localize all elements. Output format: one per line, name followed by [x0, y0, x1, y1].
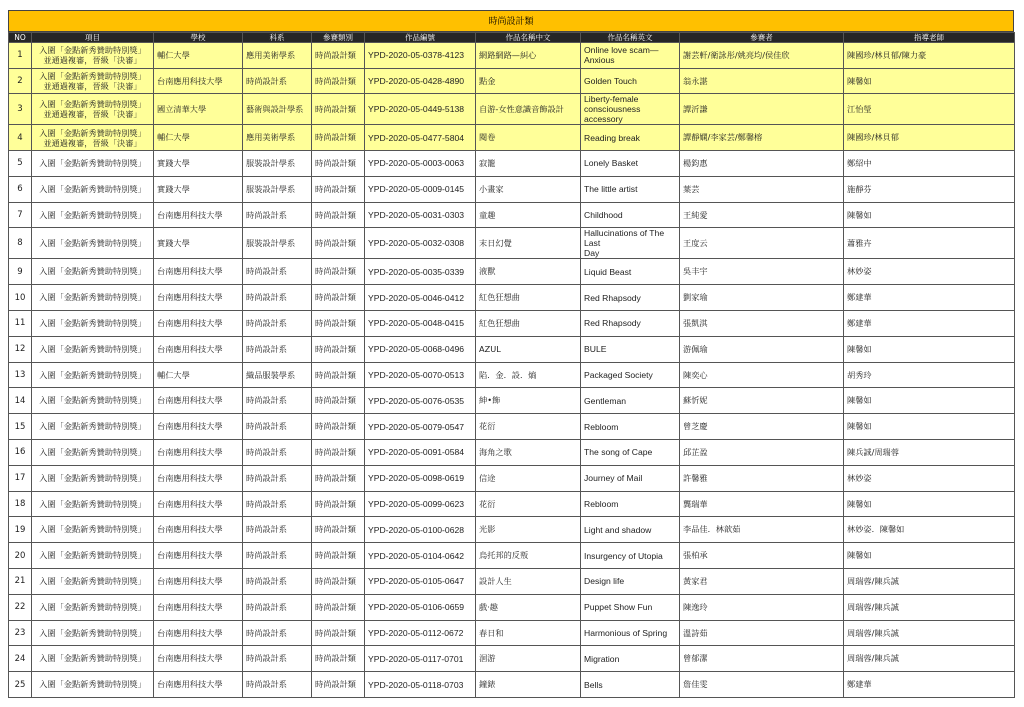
cell-no[interactable]: 6 [9, 176, 32, 202]
cell-name-en[interactable]: Liquid Beast [581, 259, 680, 285]
cell-item[interactable]: 入圍「金點新秀贊助特別獎」 [32, 543, 154, 569]
cell-advisor[interactable]: 胡秀玲 [844, 362, 1015, 388]
cell-name-en[interactable]: Liberty-female consciousness accessory [581, 94, 680, 125]
cell-code[interactable]: YPD-2020-05-0070-0513 [365, 362, 476, 388]
cell-school[interactable]: 台南應用科技大學 [154, 414, 243, 440]
cell-name-zh[interactable]: 花衍 [476, 414, 581, 440]
table-row [9, 125, 1015, 151]
cell-participants[interactable]: 黃家君 [680, 569, 844, 595]
cell-item[interactable]: 入圍「金點新秀贊助特別獎」 [32, 388, 154, 414]
cell-advisor[interactable]: 陳馨如 [844, 336, 1015, 362]
spreadsheet [8, 10, 1014, 698]
cell-no[interactable]: 22 [9, 594, 32, 620]
cell-name-zh[interactable]: 戲‧趣 [476, 594, 581, 620]
cell-advisor[interactable]: 林妙姿．陳馨如 [844, 517, 1015, 543]
cell-category[interactable]: 時尚設計類 [312, 465, 365, 491]
cell-dept[interactable]: 時尚設計系 [243, 543, 312, 569]
cell-item[interactable]: 入圍「金點新秀贊助特別獎」 [32, 228, 154, 259]
table-row [9, 362, 1015, 388]
cell-dept[interactable]: 時尚設計系 [243, 259, 312, 285]
cell-school[interactable]: 台南應用科技大學 [154, 465, 243, 491]
col-header-code[interactable]: 作品編號 [365, 33, 476, 43]
cell-advisor[interactable]: 施靜芬 [844, 176, 1015, 202]
cell-name-en[interactable]: Rebloom [581, 414, 680, 440]
cell-advisor[interactable]: 周瑞蓉/陳兵誠 [844, 646, 1015, 672]
cell-name-en[interactable]: Journey of Mail [581, 465, 680, 491]
table-row [9, 94, 1015, 125]
cell-participants[interactable]: 譚沂謙 [680, 94, 844, 125]
cell-item[interactable]: 入圍「金點新秀贊助特別獎」 [32, 517, 154, 543]
cell-name-zh[interactable]: 設計人生 [476, 569, 581, 595]
cell-name-en[interactable]: Puppet Show Fun [581, 594, 680, 620]
cell-item[interactable]: 入圍「金點新秀贊助特別獎」 [32, 672, 154, 698]
cell-advisor[interactable]: 陳馨如 [844, 543, 1015, 569]
cell-name-en[interactable]: Light and shadow [581, 517, 680, 543]
cell-category[interactable]: 時尚設計類 [312, 414, 365, 440]
table-row [9, 388, 1015, 414]
col-header-school[interactable]: 學校 [154, 33, 243, 43]
cell-item[interactable]: 入圍「金點新秀贊助特別獎」 [32, 285, 154, 311]
table-row [9, 594, 1015, 620]
table-row [9, 176, 1015, 202]
cell-dept[interactable]: 時尚設計系 [243, 620, 312, 646]
cell-advisor[interactable]: 陳馨如 [844, 414, 1015, 440]
cell-category[interactable]: 時尚設計類 [312, 594, 365, 620]
cell-school[interactable]: 台南應用科技大學 [154, 491, 243, 517]
cell-dept[interactable]: 時尚設計系 [243, 311, 312, 337]
cell-dept[interactable]: 時尚設計系 [243, 440, 312, 466]
cell-name-zh[interactable]: 花衍 [476, 491, 581, 517]
cell-no[interactable]: 4 [9, 125, 32, 151]
cell-category[interactable]: 時尚設計類 [312, 285, 365, 311]
cell-name-zh[interactable]: 網路網路—糾心 [476, 43, 581, 69]
cell-category[interactable]: 時尚設計類 [312, 362, 365, 388]
cell-name-zh[interactable]: 陷．金．設．熵 [476, 362, 581, 388]
cell-name-en[interactable]: Online love scam— Anxious [581, 43, 680, 69]
cell-no[interactable]: 17 [9, 465, 32, 491]
cell-category[interactable]: 時尚設計類 [312, 620, 365, 646]
cell-item[interactable]: 入圍「金點新秀贊助特別獎」 [32, 491, 154, 517]
cell-participants[interactable]: 吳丰宇 [680, 259, 844, 285]
cell-item[interactable]: 入圍「金點新秀贊助特別獎」 [32, 311, 154, 337]
cell-item[interactable]: 入圍「金點新秀贊助特別獎」 並通過複審，晉級「決審」 [32, 94, 154, 125]
cell-name-zh[interactable]: 點金 [476, 68, 581, 94]
col-header-item[interactable]: 項目 [32, 33, 154, 43]
table-row [9, 414, 1015, 440]
cell-item[interactable]: 入圍「金點新秀贊助特別獎」 [32, 362, 154, 388]
table-row [9, 569, 1015, 595]
cell-participants[interactable]: 龔瑞華 [680, 491, 844, 517]
cell-school[interactable]: 輔仁大學 [154, 43, 243, 69]
cell-code[interactable]: YPD-2020-05-0046-0412 [365, 285, 476, 311]
cell-dept[interactable]: 時尚設計系 [243, 646, 312, 672]
cell-dept[interactable]: 時尚設計系 [243, 202, 312, 228]
cell-category[interactable]: 時尚設計類 [312, 176, 365, 202]
cell-category[interactable]: 時尚設計類 [312, 151, 365, 177]
header-row [9, 33, 1015, 43]
cell-code[interactable]: YPD-2020-05-0100-0628 [365, 517, 476, 543]
col-header-category[interactable]: 參賽類別 [312, 33, 365, 43]
table-row [9, 285, 1015, 311]
cell-advisor[interactable]: 陳兵誠/周瑞蓉 [844, 440, 1015, 466]
cell-name-en[interactable]: Gentleman [581, 388, 680, 414]
cell-school[interactable]: 台南應用科技大學 [154, 517, 243, 543]
cell-advisor[interactable]: 陳國珍/林貝郁/陳力豪 [844, 43, 1015, 69]
cell-school[interactable]: 國立清華大學 [154, 94, 243, 125]
cell-code[interactable]: YPD-2020-05-0099-0623 [365, 491, 476, 517]
cell-participants[interactable]: 劉家瑜 [680, 285, 844, 311]
cell-name-zh[interactable]: 末日幻覺 [476, 228, 581, 259]
cell-dept[interactable]: 時尚設計系 [243, 465, 312, 491]
cell-school[interactable]: 實踐大學 [154, 228, 243, 259]
cell-participants[interactable]: 詹佳雯 [680, 672, 844, 698]
cell-school[interactable]: 實踐大學 [154, 176, 243, 202]
cell-name-zh[interactable]: 海角之歌 [476, 440, 581, 466]
cell-name-zh[interactable]: 洄游 [476, 646, 581, 672]
cell-no[interactable]: 5 [9, 151, 32, 177]
cell-name-en[interactable]: The little artist [581, 176, 680, 202]
cell-code[interactable]: YPD-2020-05-0477-5804 [365, 125, 476, 151]
cell-participants[interactable]: 楊鈞惠 [680, 151, 844, 177]
cell-school[interactable]: 輔仁大學 [154, 362, 243, 388]
table-row [9, 336, 1015, 362]
cell-name-en[interactable]: Harmonious of Spring [581, 620, 680, 646]
cell-dept[interactable]: 時尚設計系 [243, 68, 312, 94]
cell-dept[interactable]: 時尚設計系 [243, 569, 312, 595]
cell-no[interactable]: 1 [9, 43, 32, 69]
table-row [9, 202, 1015, 228]
cell-name-en[interactable]: Design life [581, 569, 680, 595]
cell-participants[interactable]: 王度云 [680, 228, 844, 259]
cell-dept[interactable]: 織品服裝學系 [243, 362, 312, 388]
cell-participants[interactable]: 譚靜嫻/李家芸/鄭馨榕 [680, 125, 844, 151]
cell-participants[interactable]: 李品佳．林歆茹 [680, 517, 844, 543]
col-header-name-en[interactable]: 作品名稱英文 [581, 33, 680, 43]
cell-category[interactable]: 時尚設計類 [312, 228, 365, 259]
cell-code[interactable]: YPD-2020-05-0428-4890 [365, 68, 476, 94]
cell-school[interactable]: 台南應用科技大學 [154, 594, 243, 620]
table-row [9, 43, 1015, 69]
cell-code[interactable]: YPD-2020-05-0032-0308 [365, 228, 476, 259]
cell-dept[interactable]: 服裝設計學系 [243, 228, 312, 259]
cell-name-en[interactable]: Migration [581, 646, 680, 672]
cell-participants[interactable]: 葉芸 [680, 176, 844, 202]
cell-dept[interactable]: 藝術與設計學系 [243, 94, 312, 125]
cell-advisor[interactable]: 周瑞蓉/陳兵誠 [844, 594, 1015, 620]
cell-advisor[interactable]: 鄭建華 [844, 672, 1015, 698]
cell-participants[interactable]: 游佩瑜 [680, 336, 844, 362]
cell-category[interactable]: 時尚設計類 [312, 259, 365, 285]
cell-no[interactable]: 18 [9, 491, 32, 517]
table-row [9, 465, 1015, 491]
cell-participants[interactable]: 許馨雅 [680, 465, 844, 491]
cell-dept[interactable]: 應用美術學系 [243, 43, 312, 69]
table-row [9, 311, 1015, 337]
cell-category[interactable]: 時尚設計類 [312, 388, 365, 414]
col-header-advisor[interactable]: 指導老師 [844, 33, 1015, 43]
cell-no[interactable]: 11 [9, 311, 32, 337]
cell-code[interactable]: YPD-2020-05-0105-0647 [365, 569, 476, 595]
cell-category[interactable]: 時尚設計類 [312, 311, 365, 337]
cell-name-zh[interactable]: 紅色狂想曲 [476, 285, 581, 311]
cell-category[interactable]: 時尚設計類 [312, 569, 365, 595]
cell-dept[interactable]: 時尚設計系 [243, 285, 312, 311]
col-header-no[interactable]: NO [9, 33, 32, 43]
cell-participants[interactable]: 謝芸軒/衛詠彤/姚亮均/侯佳欣 [680, 43, 844, 69]
cell-school[interactable]: 台南應用科技大學 [154, 388, 243, 414]
cell-advisor[interactable]: 林妙姿 [844, 465, 1015, 491]
cell-participants[interactable]: 翁永諶 [680, 68, 844, 94]
cell-school[interactable]: 台南應用科技大學 [154, 543, 243, 569]
cell-school[interactable]: 台南應用科技大學 [154, 336, 243, 362]
cell-advisor[interactable]: 周瑞蓉/陳兵誠 [844, 620, 1015, 646]
cell-code[interactable]: YPD-2020-05-0112-0672 [365, 620, 476, 646]
cell-dept[interactable]: 應用美術學系 [243, 125, 312, 151]
cell-code[interactable]: YPD-2020-05-0048-0415 [365, 311, 476, 337]
cell-name-zh[interactable]: 紳•飾 [476, 388, 581, 414]
cell-dept[interactable]: 時尚設計系 [243, 388, 312, 414]
cell-no[interactable]: 9 [9, 259, 32, 285]
cell-no[interactable]: 19 [9, 517, 32, 543]
cell-name-zh[interactable]: 鐘錶 [476, 672, 581, 698]
cell-dept[interactable]: 服裝設計學系 [243, 151, 312, 177]
cell-school[interactable]: 實踐大學 [154, 151, 243, 177]
cell-school[interactable]: 台南應用科技大學 [154, 620, 243, 646]
cell-name-zh[interactable]: 自游-女性意識音飾設計 [476, 94, 581, 125]
cell-advisor[interactable]: 周瑞蓉/陳兵誠 [844, 569, 1015, 595]
cell-participants[interactable]: 張柏承 [680, 543, 844, 569]
cell-name-en[interactable]: Reading break [581, 125, 680, 151]
cell-no[interactable]: 14 [9, 388, 32, 414]
cell-dept[interactable]: 服裝設計學系 [243, 176, 312, 202]
cell-item[interactable]: 入圍「金點新秀贊助特別獎」 並通過複審，晉級「決審」 [32, 68, 154, 94]
cell-dept[interactable]: 時尚設計系 [243, 672, 312, 698]
cell-name-en[interactable]: The song of Cape [581, 440, 680, 466]
table-row [9, 68, 1015, 94]
cell-advisor[interactable]: 陳馨如 [844, 202, 1015, 228]
cell-name-en[interactable]: Packaged Society [581, 362, 680, 388]
cell-name-zh[interactable]: 春日和 [476, 620, 581, 646]
cell-name-en[interactable]: Bells [581, 672, 680, 698]
cell-school[interactable]: 台南應用科技大學 [154, 440, 243, 466]
cell-name-en[interactable]: Hallucinations of The Last Day [581, 228, 680, 259]
cell-participants[interactable]: 蘇忻妮 [680, 388, 844, 414]
cell-school[interactable]: 台南應用科技大學 [154, 646, 243, 672]
table-row [9, 259, 1015, 285]
cell-advisor[interactable]: 江怡瑩 [844, 94, 1015, 125]
cell-category[interactable]: 時尚設計類 [312, 672, 365, 698]
cell-code[interactable]: YPD-2020-05-0009-0145 [365, 176, 476, 202]
cell-participants[interactable]: 曾芝慶 [680, 414, 844, 440]
cell-code[interactable]: YPD-2020-05-0079-0547 [365, 414, 476, 440]
cell-item[interactable]: 入圍「金點新秀贊助特別獎」 [32, 176, 154, 202]
cell-participants[interactable]: 溫詩茹 [680, 620, 844, 646]
cell-item[interactable]: 入圍「金點新秀贊助特別獎」 [32, 620, 154, 646]
cell-item[interactable]: 入圍「金點新秀贊助特別獎」 [32, 259, 154, 285]
cell-school[interactable]: 台南應用科技大學 [154, 68, 243, 94]
table-row [9, 672, 1015, 698]
cell-participants[interactable]: 曾郁潔 [680, 646, 844, 672]
table-body [9, 43, 1015, 698]
cell-name-zh[interactable]: 液獸 [476, 259, 581, 285]
cell-no[interactable]: 10 [9, 285, 32, 311]
cell-code[interactable]: YPD-2020-05-0104-0642 [365, 543, 476, 569]
cell-name-zh[interactable]: 紅色狂想曲 [476, 311, 581, 337]
table-row [9, 491, 1015, 517]
table-row [9, 151, 1015, 177]
table-row [9, 646, 1015, 672]
cell-no[interactable]: 24 [9, 646, 32, 672]
cell-school[interactable]: 台南應用科技大學 [154, 569, 243, 595]
cell-name-zh[interactable]: 烏托邦的反叛 [476, 543, 581, 569]
cell-advisor[interactable]: 陳國珍/林貝郁 [844, 125, 1015, 151]
cell-category[interactable]: 時尚設計類 [312, 43, 365, 69]
cell-no[interactable]: 12 [9, 336, 32, 362]
cell-name-zh[interactable]: 信途 [476, 465, 581, 491]
cell-no[interactable]: 13 [9, 362, 32, 388]
cell-name-en[interactable]: Red Rhapsody [581, 285, 680, 311]
cell-advisor[interactable]: 鄭建華 [844, 285, 1015, 311]
cell-name-zh[interactable]: 童趣 [476, 202, 581, 228]
table-row [9, 543, 1015, 569]
cell-code[interactable]: YPD-2020-05-0117-0701 [365, 646, 476, 672]
cell-name-zh[interactable]: 寂籠 [476, 151, 581, 177]
cell-no[interactable]: 16 [9, 440, 32, 466]
cell-dept[interactable]: 時尚設計系 [243, 414, 312, 440]
cell-category[interactable]: 時尚設計類 [312, 517, 365, 543]
cell-no[interactable]: 25 [9, 672, 32, 698]
cell-code[interactable]: YPD-2020-05-0449-5138 [365, 94, 476, 125]
table-row [9, 228, 1015, 259]
cell-name-en[interactable]: Golden Touch [581, 68, 680, 94]
cell-advisor[interactable]: 蕭雅卉 [844, 228, 1015, 259]
cell-item[interactable]: 入圍「金點新秀贊助特別獎」 [32, 414, 154, 440]
cell-advisor[interactable]: 陳馨如 [844, 491, 1015, 517]
cell-school[interactable]: 台南應用科技大學 [154, 672, 243, 698]
table-row [9, 517, 1015, 543]
col-header-dept[interactable]: 科系 [243, 33, 312, 43]
cell-code[interactable]: YPD-2020-05-0106-0659 [365, 594, 476, 620]
cell-school[interactable]: 台南應用科技大學 [154, 285, 243, 311]
cell-no[interactable]: 8 [9, 228, 32, 259]
cell-name-en[interactable]: Childhood [581, 202, 680, 228]
cell-item[interactable]: 入圍「金點新秀贊助特別獎」 並通過複審，晉級「決審」 [32, 43, 154, 69]
cell-participants[interactable]: 張凱淇 [680, 311, 844, 337]
cell-code[interactable]: YPD-2020-05-0091-0584 [365, 440, 476, 466]
cell-school[interactable]: 台南應用科技大學 [154, 311, 243, 337]
cell-category[interactable]: 時尚設計類 [312, 646, 365, 672]
cell-school[interactable]: 台南應用科技大學 [154, 259, 243, 285]
cell-school[interactable]: 輔仁大學 [154, 125, 243, 151]
cell-dept[interactable]: 時尚設計系 [243, 517, 312, 543]
cell-advisor[interactable]: 林妙姿 [844, 259, 1015, 285]
cell-code[interactable]: YPD-2020-05-0076-0535 [365, 388, 476, 414]
col-header-participants[interactable]: 參賽者 [680, 33, 844, 43]
cell-participants[interactable]: 邱芷盈 [680, 440, 844, 466]
cell-name-en[interactable]: Rebloom [581, 491, 680, 517]
cell-advisor[interactable]: 鄭建華 [844, 311, 1015, 337]
cell-category[interactable]: 時尚設計類 [312, 336, 365, 362]
table-row [9, 620, 1015, 646]
cell-name-en[interactable]: Lonely Basket [581, 151, 680, 177]
cell-dept[interactable]: 時尚設計系 [243, 491, 312, 517]
table-row [9, 440, 1015, 466]
cell-school[interactable]: 台南應用科技大學 [154, 202, 243, 228]
cell-no[interactable]: 3 [9, 94, 32, 125]
cell-dept[interactable]: 時尚設計系 [243, 336, 312, 362]
cell-advisor[interactable]: 鄭紹中 [844, 151, 1015, 177]
cell-item[interactable]: 入圍「金點新秀贊助特別獎」 [32, 151, 154, 177]
cell-category[interactable]: 時尚設計類 [312, 440, 365, 466]
cell-no[interactable]: 23 [9, 620, 32, 646]
cell-category[interactable]: 時尚設計類 [312, 125, 365, 151]
cell-code[interactable]: YPD-2020-05-0068-0496 [365, 336, 476, 362]
cell-dept[interactable]: 時尚設計系 [243, 594, 312, 620]
cell-item[interactable]: 入圍「金點新秀贊助特別獎」 [32, 440, 154, 466]
cell-name-zh[interactable]: AZUL [476, 336, 581, 362]
cell-category[interactable]: 時尚設計類 [312, 68, 365, 94]
cell-participants[interactable]: 王純愛 [680, 202, 844, 228]
cell-code[interactable]: YPD-2020-05-0031-0303 [365, 202, 476, 228]
cell-code[interactable]: YPD-2020-05-0118-0703 [365, 672, 476, 698]
cell-item[interactable]: 入圍「金點新秀贊助特別獎」 [32, 465, 154, 491]
cell-code[interactable]: YPD-2020-05-0098-0619 [365, 465, 476, 491]
cell-item[interactable]: 入圍「金點新秀贊助特別獎」 [32, 594, 154, 620]
cell-category[interactable]: 時尚設計類 [312, 491, 365, 517]
cell-item[interactable]: 入圍「金點新秀贊助特別獎」 並通過複審，晉級「決審」 [32, 125, 154, 151]
sheet-title[interactable]: 時尚設計類 [8, 10, 1014, 32]
cell-item[interactable]: 入圍「金點新秀贊助特別獎」 [32, 202, 154, 228]
cell-participants[interactable]: 陳逸玲 [680, 594, 844, 620]
cell-no[interactable]: 20 [9, 543, 32, 569]
cell-participants[interactable]: 陳奕心 [680, 362, 844, 388]
cell-category[interactable]: 時尚設計類 [312, 94, 365, 125]
cell-code[interactable]: YPD-2020-05-0035-0339 [365, 259, 476, 285]
cell-category[interactable]: 時尚設計類 [312, 543, 365, 569]
cell-category[interactable]: 時尚設計類 [312, 202, 365, 228]
cell-no[interactable]: 2 [9, 68, 32, 94]
cell-no[interactable]: 7 [9, 202, 32, 228]
cell-no[interactable]: 15 [9, 414, 32, 440]
awards-table [8, 32, 1015, 698]
cell-item[interactable]: 入圍「金點新秀贊助特別獎」 [32, 569, 154, 595]
cell-item[interactable]: 入圍「金點新秀贊助特別獎」 [32, 646, 154, 672]
cell-name-en[interactable]: Insurgency of Utopia [581, 543, 680, 569]
cell-item[interactable]: 入圍「金點新秀贊助特別獎」 [32, 336, 154, 362]
cell-advisor[interactable]: 陳馨如 [844, 388, 1015, 414]
cell-name-en[interactable]: Red Rhapsody [581, 311, 680, 337]
cell-name-zh[interactable]: 光影 [476, 517, 581, 543]
cell-code[interactable]: YPD-2020-05-0003-0063 [365, 151, 476, 177]
cell-code[interactable]: YPD-2020-05-0378-4123 [365, 43, 476, 69]
cell-name-en[interactable]: BULE [581, 336, 680, 362]
cell-no[interactable]: 21 [9, 569, 32, 595]
cell-advisor[interactable]: 陳馨如 [844, 68, 1015, 94]
cell-name-zh[interactable]: 閱卷 [476, 125, 581, 151]
col-header-name-zh[interactable]: 作品名稱中文 [476, 33, 581, 43]
cell-name-zh[interactable]: 小畫家 [476, 176, 581, 202]
